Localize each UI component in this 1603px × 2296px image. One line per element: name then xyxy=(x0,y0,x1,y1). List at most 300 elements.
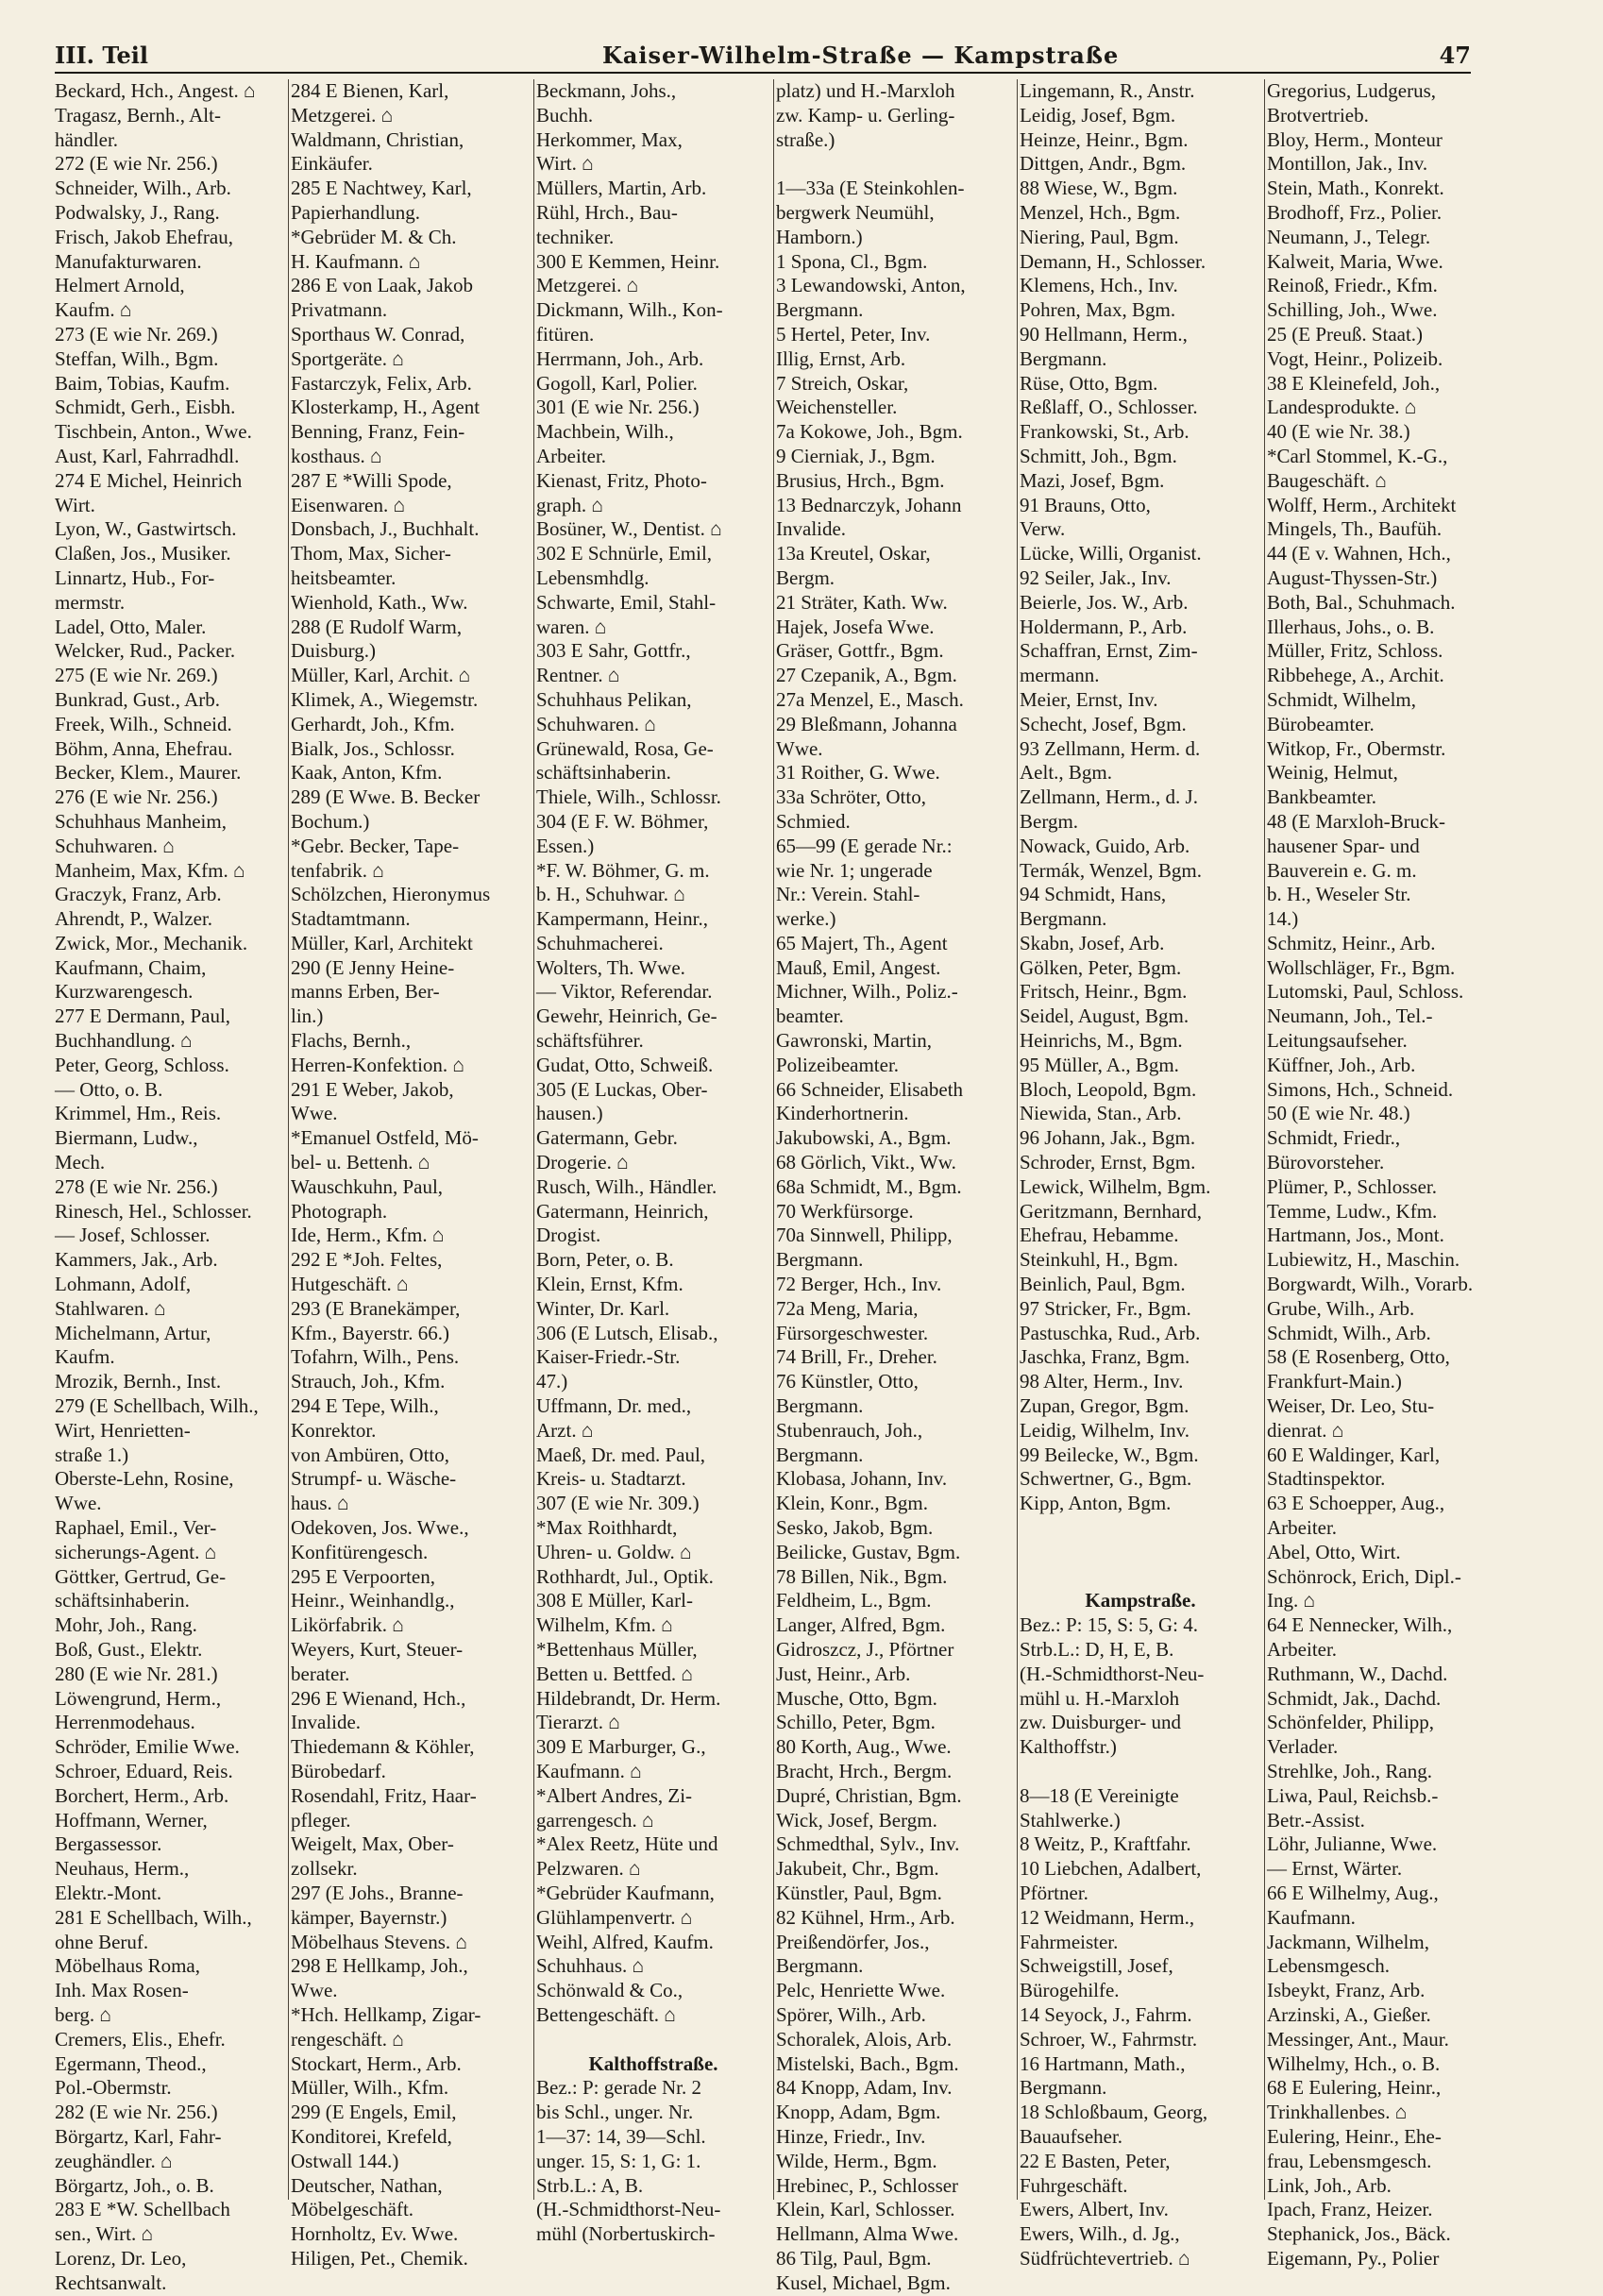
entry-line: Leidig, Wilhelm, Inv. xyxy=(1020,1418,1190,1442)
entry-line: Drogerie. ⌂ xyxy=(536,1151,629,1174)
entry-line: Bürobedarf. xyxy=(291,1759,386,1782)
entry-line: Hajek, Josefa Wwe. xyxy=(776,615,935,638)
blank-line xyxy=(536,2028,770,2052)
entry-line: Stubenrauch, Joh., xyxy=(776,1418,923,1442)
entry-line: Kaufm. ⌂ xyxy=(55,298,132,322)
entry-line: Klimek, A., Wiegemstr. xyxy=(291,687,479,711)
entry-line: 74 Brill, Fr., Dreher. xyxy=(776,1345,937,1369)
entry-line: Bankbeamter. xyxy=(1267,785,1377,809)
entry-line: Klein, Ernst, Kfm. xyxy=(536,1273,683,1296)
entry-line: Plümer, P., Schlosser. xyxy=(1267,1174,1438,1198)
entry-line: Manufakturwaren. xyxy=(55,249,202,273)
entry-line: 38 E Kleinefeld, Joh., xyxy=(1267,371,1441,395)
entry-line: Fritsch, Heinr., Bgm. xyxy=(1020,980,1188,1004)
entry-line: Dittgen, Andr., Bgm. xyxy=(1020,152,1187,176)
entry-line: Seidel, August, Bgm. xyxy=(1020,1004,1190,1028)
entry-line: Tierarzt. ⌂ xyxy=(536,1711,620,1734)
entry-line: Feldheim, L., Bgm. xyxy=(776,1589,932,1612)
entry-line: Mohr, Joh., Rang. xyxy=(55,1613,197,1637)
entry-line: Schönwald & Co., xyxy=(536,1979,683,2002)
entry-line: Südfrüchtevertrieb. ⌂ xyxy=(1020,2246,1190,2270)
entry-line: Neumann, Joh., Tel.- xyxy=(1267,1004,1433,1028)
entry-line: Bürogehilfe. xyxy=(1020,1979,1120,2002)
entry-line: zollsekr. xyxy=(291,1857,358,1881)
entry-line: Fastarczyk, Felix, Arb. xyxy=(291,371,472,395)
column-divider xyxy=(533,79,534,2200)
entry-line: Manheim, Max, Kfm. ⌂ xyxy=(55,858,245,882)
entry-line: werke.) xyxy=(776,907,836,931)
entry-line: Waldmann, Christian, xyxy=(291,127,464,151)
entry-line: Heinze, Heinr., Bgm. xyxy=(1020,127,1189,151)
entry-line: Inh. Max Rosen- xyxy=(55,1979,189,2002)
entry-line: Wirt. xyxy=(55,493,95,516)
entry-line: Ostwall 144.) xyxy=(291,2149,399,2172)
entry-line: Bürovorsteher. xyxy=(1267,1151,1385,1174)
entry-line: Wauschkuhn, Paul, xyxy=(291,1174,444,1198)
entry-line: Schmidt, Gerh., Eisbh. xyxy=(55,396,236,419)
entry-line: haus. ⌂ xyxy=(291,1492,349,1515)
entry-line: Borgwardt, Wilh., Vorarb. xyxy=(1267,1273,1474,1296)
entry-line: 18 Schloßbaum, Georg, xyxy=(1020,2101,1208,2124)
entry-line: Musche, Otto, Bgm. xyxy=(776,1686,937,1710)
entry-line: Wirt. ⌂ xyxy=(536,152,594,176)
entry-line: Demann, H., Schlosser. xyxy=(1020,249,1206,273)
entry-line: Bloch, Leopold, Bgm. xyxy=(1020,1077,1197,1101)
entry-line: Einkäufer. xyxy=(291,152,373,176)
column-2 xyxy=(291,79,531,2270)
entry-line: sen., Wirt. ⌂ xyxy=(55,2222,154,2246)
entry-line: Wwe. xyxy=(55,1492,102,1515)
entry-line: 70 Werkfürsorge. xyxy=(776,1199,914,1223)
entry-line: Schmied. xyxy=(776,809,851,833)
entry-line: Simons, Hch., Schneid. xyxy=(1267,1077,1454,1101)
entry-line: Klein, Konr., Bgm. xyxy=(776,1492,928,1515)
entry-line: b. H., Schuhwar. ⌂ xyxy=(536,883,685,906)
entry-line: Jaschka, Franz, Bgm. xyxy=(1020,1345,1190,1369)
entry-line: Hiligen, Pet., Chemik. xyxy=(291,2246,468,2270)
entry-line: Bracht, Hrch., Bergm. xyxy=(776,1759,953,1782)
entry-line: Mingels, Th., Baufüh. xyxy=(1267,517,1443,541)
entry-line: Stein, Math., Konrekt. xyxy=(1267,177,1444,200)
entry-line: Ipach, Franz, Heizer. xyxy=(1267,2198,1433,2221)
entry-line: 287 E *Willi Spode, xyxy=(291,468,452,492)
entry-line: 10 Liebchen, Adalbert, xyxy=(1020,1857,1202,1881)
entry-line: Skabn, Josef, Arb. xyxy=(1020,931,1165,954)
entry-line: Gatermann, Gebr. xyxy=(536,1126,678,1150)
entry-line: Bergmann. xyxy=(776,298,864,322)
entry-line: Lorenz, Dr. Leo, xyxy=(55,2246,187,2270)
entry-line: Mauß, Emil, Angest. xyxy=(776,955,941,979)
entry-line: lin.) xyxy=(291,1004,324,1028)
entry-line: Kaufmann. xyxy=(1267,1905,1356,1929)
entry-line: Tragasz, Bernh., Alt- xyxy=(55,103,221,127)
entry-line: mermstr. xyxy=(55,590,126,614)
entry-line: Eulering, Heinr., Ehe- xyxy=(1267,2124,1442,2148)
entry-line: Spörer, Wilh., Arb. xyxy=(776,2002,926,2026)
entry-line: Photograph. xyxy=(291,1199,388,1223)
blank-line xyxy=(776,152,1014,177)
entry-line: 307 (E wie Nr. 309.) xyxy=(536,1492,700,1515)
entry-line: Löhr, Julianne, Wwe. xyxy=(1267,1832,1438,1856)
entry-line: Arbeiter. xyxy=(1267,1516,1338,1540)
entry-line: Leitungsaufseher. xyxy=(1267,1029,1408,1053)
entry-line: Mech. xyxy=(55,1151,106,1174)
entry-line: Ewers, Albert, Inv. xyxy=(1020,2198,1169,2221)
entry-line: Kreis- u. Stadtarzt. xyxy=(536,1467,686,1491)
entry-line: Weigelt, Max, Ober- xyxy=(291,1832,454,1856)
entry-line: Brotvertrieb. xyxy=(1267,103,1369,127)
header-rule xyxy=(55,72,1471,74)
entry-line: Schroder, Ernst, Bgm. xyxy=(1020,1151,1196,1174)
entry-line: Weihl, Alfred, Kaufm. xyxy=(536,1930,714,1953)
entry-line: Privatmann. xyxy=(291,298,388,322)
entry-line: sicherungs-Agent. ⌂ xyxy=(55,1540,217,1563)
entry-line: Eisenwaren. ⌂ xyxy=(291,493,406,516)
entry-line: Kalweit, Maria, Wwe. xyxy=(1267,249,1443,273)
entry-line: Lebensmhdlg. xyxy=(536,566,650,589)
entry-line: Graczyk, Franz, Arb. xyxy=(55,883,222,906)
entry-line: 293 (E Branekämper, xyxy=(291,1296,461,1320)
entry-line: 299 (E Engels, Emil, xyxy=(291,2101,457,2124)
entry-line: Kusel, Michael, Bgm. xyxy=(776,2271,951,2294)
entry-line: 13 Bednarczyk, Johann xyxy=(776,493,962,516)
entry-line: Just, Heinr., Arb. xyxy=(776,1662,911,1685)
entry-line: Rinesch, Hel., Schlosser. xyxy=(55,1199,252,1223)
entry-line: graph. ⌂ xyxy=(536,493,603,516)
entry-line: *Bettenhaus Müller, xyxy=(536,1638,698,1661)
entry-line: Bunkrad, Gust., Arb. xyxy=(55,687,220,711)
entry-line: Zellmann, Herm., d. J. xyxy=(1020,785,1198,809)
entry-line: Schroer, Eduard, Reis. xyxy=(55,1759,233,1782)
entry-line: Wick, Josef, Bergm. xyxy=(776,1808,937,1832)
entry-line: Rothhardt, Jul., Optik. xyxy=(536,1564,714,1588)
entry-line: Strehlke, Joh., Rang. xyxy=(1267,1759,1432,1782)
entry-line: Bergm. xyxy=(1020,809,1079,833)
entry-line: Göttker, Gertrud, Ge- xyxy=(55,1564,227,1588)
entry-line: Glühlampenvertr. ⌂ xyxy=(536,1905,693,1929)
entry-line: Schilling, Joh., Wwe. xyxy=(1267,298,1438,322)
entry-line: unger. 15, S: 1, G: 1. xyxy=(536,2149,701,2172)
entry-line: Wirt, Henrietten- xyxy=(55,1418,191,1442)
entry-line: 302 E Schnürle, Emil, xyxy=(536,542,713,566)
entry-line: Rechtsanwalt. xyxy=(55,2271,167,2294)
entry-line: Kaufmann, Chaim, xyxy=(55,955,207,979)
entry-line: 31 Roither, G. Wwe. xyxy=(776,761,940,785)
entry-line: 84 Knopp, Adam, Inv. xyxy=(776,2076,953,2100)
entry-line: Elektr.-Mont. xyxy=(55,1881,162,1904)
entry-line: Becker, Klem., Maurer. xyxy=(55,761,242,785)
entry-line: 95 Müller, A., Bgm. xyxy=(1020,1053,1179,1076)
entry-line: Essen.) xyxy=(536,834,595,857)
entry-line: 50 (E wie Nr. 48.) xyxy=(1267,1102,1410,1125)
entry-line: Menzel, Hch., Bgm. xyxy=(1020,200,1181,224)
entry-line: Neuhaus, Herm., xyxy=(55,1857,190,1881)
entry-line: Klobasa, Johann, Inv. xyxy=(776,1467,948,1491)
entry-line: 44 (E v. Wahnen, Hch., xyxy=(1267,542,1451,566)
entry-line: händler. xyxy=(55,127,119,151)
entry-line: Krimmel, Hm., Reis. xyxy=(55,1102,222,1125)
entry-line: 91 Brauns, Otto, xyxy=(1020,493,1151,516)
entry-line: Herkommer, Max, xyxy=(536,127,683,151)
entry-line: Wilde, Herm., Bgm. xyxy=(776,2149,937,2172)
entry-line: Bergmann. xyxy=(776,1394,864,1418)
entry-line: Sportgeräte. ⌂ xyxy=(291,346,404,370)
entry-line: Lyon, W., Gastwirtsch. xyxy=(55,517,237,541)
entry-line: zw. Duisburger- und xyxy=(1020,1711,1182,1734)
entry-line: — Ernst, Wärter. xyxy=(1267,1857,1403,1881)
entry-line: 9 Cierniak, J., Bgm. xyxy=(776,444,936,467)
entry-line: Börgartz, Karl, Fahr- xyxy=(55,2124,222,2148)
entry-line: Konfitürengesch. xyxy=(291,1540,429,1563)
entry-line: Flachs, Bernh., xyxy=(291,1029,412,1053)
entry-line: Schroer, W., Fahrmstr. xyxy=(1020,2027,1198,2051)
entry-line: Bettengeschäft. ⌂ xyxy=(536,2002,676,2026)
entry-line: Zwick, Mor., Mechanik. xyxy=(55,931,248,954)
entry-line: *Gebr. Becker, Tape- xyxy=(291,834,460,857)
entry-line: Niewida, Stan., Arb. xyxy=(1020,1102,1182,1125)
entry-line: 80 Korth, Aug., Wwe. xyxy=(776,1735,952,1759)
entry-line: 304 (E F. W. Böhmer, xyxy=(536,809,709,833)
entry-line: Ide, Herm., Kfm. ⌂ xyxy=(291,1224,445,1247)
entry-line: H. Kaufmann. ⌂ xyxy=(291,249,421,273)
entry-line: Weichensteller. xyxy=(776,396,898,419)
entry-line: Schmitz, Heinr., Arb. xyxy=(1267,931,1436,954)
entry-line: Ing. ⌂ xyxy=(1267,1589,1316,1612)
entry-line: Sesko, Jakob, Bgm. xyxy=(776,1516,934,1540)
entry-line: Thiedemann & Köhler, xyxy=(291,1735,475,1759)
entry-line: Gatermann, Heinrich, xyxy=(536,1199,709,1223)
entry-line: Termák, Wenzel, Bgm. xyxy=(1020,858,1202,882)
entry-line: 40 (E wie Nr. 38.) xyxy=(1267,420,1410,444)
entry-line: Helmert Arnold, xyxy=(55,274,185,297)
entry-line: Buchhandlung. ⌂ xyxy=(55,1029,193,1053)
entry-line: *Gebrüder Kaufmann, xyxy=(536,1881,715,1904)
entry-line: kämper, Bayernstr.) xyxy=(291,1905,447,1929)
entry-line: Reinoß, Friedr., Kfm. xyxy=(1267,274,1438,297)
entry-line: Schuhhaus. ⌂ xyxy=(536,1954,645,1978)
entry-line: 65 Majert, Th., Agent xyxy=(776,931,948,954)
entry-line: 99 Beilecke, W., Bgm. xyxy=(1020,1443,1199,1466)
entry-line: Dupré, Christian, Bgm. xyxy=(776,1783,962,1807)
entry-line: 14.) xyxy=(1267,907,1299,931)
entry-line: Schaffran, Ernst, Zim- xyxy=(1020,639,1198,663)
entry-line: 72a Meng, Maria, xyxy=(776,1296,919,1320)
entry-line: 283 E *W. Schellbach xyxy=(55,2198,230,2221)
entry-line: Likörfabrik. ⌂ xyxy=(291,1613,404,1637)
entry-line: Duisburg.) xyxy=(291,639,377,663)
entry-line: fitüren. xyxy=(536,322,595,346)
entry-line: 70a Sinnwell, Philipp, xyxy=(776,1224,953,1247)
entry-line: Fuhrgeschäft. xyxy=(1020,2173,1128,2197)
entry-line: Steffan, Wilh., Bgm. xyxy=(55,346,219,370)
entry-line: Wolff, Herm., Architekt xyxy=(1267,493,1457,516)
entry-line: *Gebrüder M. & Ch. xyxy=(291,225,457,248)
entry-line: Schuhhaus Manheim, xyxy=(55,809,227,833)
entry-line: 272 (E wie Nr. 256.) xyxy=(55,152,218,176)
entry-line: Michelmann, Artur, xyxy=(55,1321,211,1344)
entry-line: 88 Wiese, W., Bgm. xyxy=(1020,177,1178,200)
entry-line: Börgartz, Joh., o. B. xyxy=(55,2173,214,2197)
entry-line: 98 Alter, Herm., Inv. xyxy=(1020,1370,1184,1393)
entry-line: Peter, Georg, Schloss. xyxy=(55,1053,229,1076)
entry-line: 5 Hertel, Peter, Inv. xyxy=(776,322,931,346)
entry-line: Beckmann, Johs., xyxy=(536,79,677,102)
entry-line: 274 E Michel, Heinrich xyxy=(55,468,243,492)
entry-line: ohne Beruf. xyxy=(55,1930,149,1953)
entry-line: 276 (E wie Nr. 256.) xyxy=(55,785,218,809)
entry-line: Strauch, Joh., Kfm. xyxy=(291,1370,446,1393)
entry-line: Konrektor. xyxy=(291,1418,377,1442)
entry-line: 277 E Dermann, Paul, xyxy=(55,1004,231,1028)
entry-line: Frankowski, St., Arb. xyxy=(1020,420,1190,444)
entry-line: Kurzwarengesch. xyxy=(55,980,194,1004)
entry-line: Baugeschäft. ⌂ xyxy=(1267,468,1387,492)
entry-line: 60 E Waldinger, Karl, xyxy=(1267,1443,1441,1466)
part-label: III. Teil xyxy=(55,42,148,69)
entry-line: Pelc, Henriette Wwe. xyxy=(776,1979,946,2002)
entry-line: Frankfurt-Main.) xyxy=(1267,1370,1402,1393)
entry-line: Bauverein e. G. m. xyxy=(1267,858,1417,882)
entry-line: Holdermann, P., Arb. xyxy=(1020,615,1188,638)
entry-line: Trinkhallenbes. ⌂ xyxy=(1267,2101,1408,2124)
entry-line: manns Erben, Ber- xyxy=(291,980,440,1004)
entry-line: Wwe. xyxy=(291,1102,338,1125)
column-divider xyxy=(1017,79,1018,2200)
entry-line: garrengesch. ⌂ xyxy=(536,1808,654,1832)
entry-line: Lohmann, Adolf, xyxy=(55,1273,192,1296)
entry-line: 48 (E Marxloh-Bruck- xyxy=(1267,809,1445,833)
entry-line: Neumann, J., Telegr. xyxy=(1267,225,1431,248)
entry-line: 64 E Nennecker, Wilh., xyxy=(1267,1613,1453,1637)
entry-line: Wilhelmy, Hch., o. B. xyxy=(1267,2051,1441,2075)
entry-line: Preißendörfer, Jos., xyxy=(776,1930,930,1953)
entry-line: Stadtamtmann. xyxy=(291,907,411,931)
column-6 xyxy=(1267,79,1478,2270)
entry-line: Jackmann, Wilhelm, xyxy=(1267,1930,1429,1953)
entry-line: Kaufmann. ⌂ xyxy=(536,1759,642,1782)
entry-line: Müller, Karl, Archit. ⌂ xyxy=(291,664,471,687)
entry-line: Hoffmann, Werner, xyxy=(55,1808,208,1832)
entry-line: Stadtinspektor. xyxy=(1267,1467,1386,1491)
entry-line: Möbelhaus Stevens. ⌂ xyxy=(291,1930,468,1953)
entry-line: Schölzchen, Hieronymus xyxy=(291,883,491,906)
entry-line: Schönfelder, Philipp, xyxy=(1267,1711,1435,1734)
entry-line: Klosterkamp, H., Agent xyxy=(291,396,481,419)
entry-line: berater. xyxy=(291,1662,350,1685)
entry-line: bergwerk Neumühl, xyxy=(776,200,935,224)
entry-line: Freek, Wilh., Schneid. xyxy=(55,712,232,735)
entry-line: Ribbehege, A., Archit. xyxy=(1267,664,1444,687)
entry-line: Gidroszcz, J., Pförtner xyxy=(776,1638,954,1661)
entry-line: Gräser, Gottfr., Bgm. xyxy=(776,639,944,663)
entry-line: Hinze, Friedr., Inv. xyxy=(776,2124,926,2148)
entry-line: 284 E Bienen, Karl, xyxy=(291,79,449,102)
blank-line xyxy=(1020,1760,1261,1784)
entry-line: Hrebinec, P., Schlosser xyxy=(776,2173,959,2197)
entry-line: bel- u. Bettenh. ⌂ xyxy=(291,1151,430,1174)
entry-line: Metzgerei. ⌂ xyxy=(536,274,639,297)
entry-line: Schoralek, Alois, Arb. xyxy=(776,2027,953,2051)
entry-line: 300 E Kemmen, Heinr. xyxy=(536,249,720,273)
entry-line: 7 Streich, Oskar, xyxy=(776,371,909,395)
entry-line: Stockart, Herm., Arb. xyxy=(291,2051,462,2075)
entry-line: Arbeiter. xyxy=(536,444,607,467)
entry-line: 47.) xyxy=(536,1370,568,1393)
entry-line: techniker. xyxy=(536,225,615,248)
entry-line: Schwertner, G., Bgm. xyxy=(1020,1467,1192,1491)
entry-line: Kammers, Jak., Arb. xyxy=(55,1248,218,1272)
entry-line: *Max Roithhardt, xyxy=(536,1516,678,1540)
entry-line: 303 E Sahr, Gottfr., xyxy=(536,639,691,663)
entry-line: Thiele, Wilh., Schlossr. xyxy=(536,785,721,809)
entry-line: Arzinski, A., Gießer. xyxy=(1267,2002,1431,2026)
entry-line: Schweigstill, Josef, xyxy=(1020,1954,1173,1978)
entry-line: Claßen, Jos., Musiker. xyxy=(55,542,231,566)
entry-line: Pastuschka, Rud., Arb. xyxy=(1020,1321,1201,1344)
entry-line: Witkop, Fr., Obermstr. xyxy=(1267,736,1446,760)
entry-line: Dickmann, Wilh., Kon- xyxy=(536,298,723,322)
entry-line: Mistelski, Bach., Bgm. xyxy=(776,2051,959,2075)
entry-line: Strb.L.: D, H, E, B. xyxy=(1020,1638,1174,1661)
entry-line: Wwe. xyxy=(291,1979,338,2002)
entry-line: Schmidt, Wilh., Arb. xyxy=(1267,1321,1431,1344)
entry-line: Temme, Ludw., Kfm. xyxy=(1267,1199,1438,1223)
entry-line: Konditorei, Krefeld, xyxy=(291,2124,452,2148)
entry-line: Gerhardt, Joh., Kfm. xyxy=(291,712,455,735)
entry-line: b. H., Weseler Str. xyxy=(1267,883,1411,906)
entry-line: Mazi, Josef, Bgm. xyxy=(1020,468,1165,492)
entry-line: schäftsinhaberin. xyxy=(536,761,671,785)
entry-line: 29 Bleßmann, Johanna xyxy=(776,712,957,735)
entry-line: Landesprodukte. ⌂ xyxy=(1267,396,1417,419)
column-5 xyxy=(1020,79,1261,2270)
blank-line xyxy=(1020,1541,1261,1565)
entry-line: Schröder, Emilie Wwe. xyxy=(55,1735,240,1759)
entry-line: Drogist. xyxy=(536,1224,601,1247)
entry-line: *Hch. Hellkamp, Zigar- xyxy=(291,2002,481,2026)
entry-line: Pförtner. xyxy=(1020,1881,1088,1904)
entry-line: Ehefrau, Hebamme. xyxy=(1020,1224,1179,1247)
entry-line: Beckard, Hch., Angest. ⌂ xyxy=(55,79,256,102)
entry-line: Böhm, Anna, Ehefrau. xyxy=(55,736,233,760)
entry-line: (H.-Schmidthorst-Neu- xyxy=(536,2198,721,2221)
entry-line: mühl (Norbertuskirch- xyxy=(536,2222,716,2246)
entry-line: pfleger. xyxy=(291,1808,351,1832)
entry-line: schäftsinhaberin. xyxy=(55,1589,190,1612)
entry-line: Welcker, Rud., Packer. xyxy=(55,639,236,663)
entry-line: 68a Schmidt, M., Bgm. xyxy=(776,1174,962,1198)
entry-line: Raphael, Emil., Ver- xyxy=(55,1516,217,1540)
entry-line: 306 (E Lutsch, Elisab., xyxy=(536,1321,718,1344)
entry-line: Weyers, Kurt, Steuer- xyxy=(291,1638,464,1661)
entry-line: tenfabrik. ⌂ xyxy=(291,858,384,882)
entry-line: Schecht, Josef, Bgm. xyxy=(1020,712,1187,735)
entry-line: Jakubeit, Chr., Bgm. xyxy=(776,1857,939,1881)
entry-line: Invalide. xyxy=(291,1711,362,1734)
entry-line: Bergassessor. xyxy=(55,1832,162,1856)
entry-line: wie Nr. 1; ungerade xyxy=(776,858,933,882)
entry-line: Bez.: P: gerade Nr. 2 xyxy=(536,2076,701,2100)
entry-line: Wollschläger, Fr., Bgm. xyxy=(1267,955,1456,979)
blank-line xyxy=(1020,1516,1261,1541)
entry-line: 297 (E Johs., Branne- xyxy=(291,1881,464,1904)
entry-line: bis Schl., unger. Nr. xyxy=(536,2101,694,2124)
entry-line: 279 (E Schellbach, Wilh., xyxy=(55,1394,259,1418)
entry-line: Oberste-Lehn, Rosine, xyxy=(55,1467,234,1491)
entry-line: August-Thyssen-Str.) xyxy=(1267,566,1438,589)
entry-line: Arbeiter. xyxy=(1267,1638,1338,1661)
entry-line: *Emanuel Ostfeld, Mö- xyxy=(291,1126,479,1150)
